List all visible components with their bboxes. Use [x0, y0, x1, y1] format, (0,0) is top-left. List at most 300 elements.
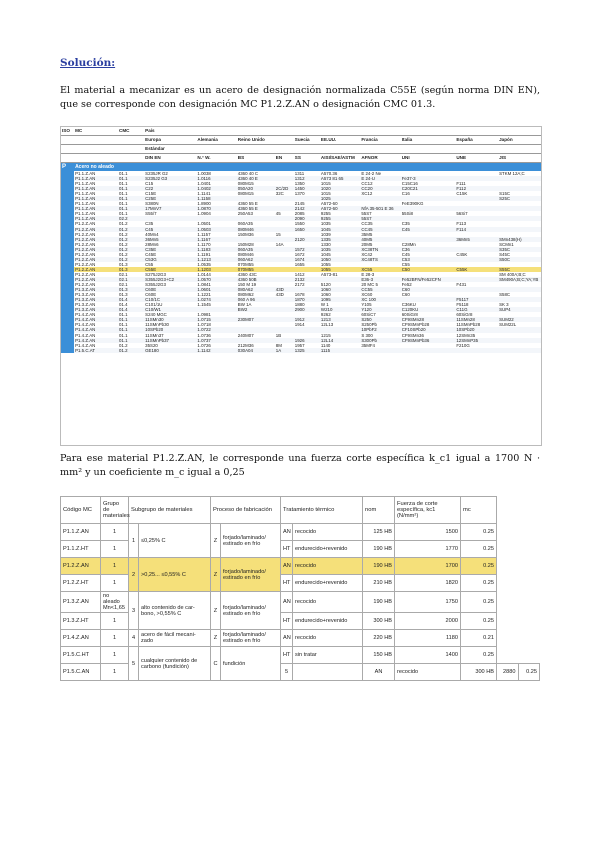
table-cell: 1020: [320, 186, 360, 191]
table-cell: 1035: [320, 221, 331, 227]
table-cell: C36: [401, 247, 456, 252]
table-cell: 2145: [294, 201, 305, 207]
cell-pf: forjado/laminado/ estirado en frío: [221, 558, 281, 592]
paragraph-result: Para ese material P1.2.Z.AN, le corresponde una fuerza corte específica k_c1 igual a 1700 N · mm² y un coeficiente m_c igual a 0,25: [60, 453, 540, 478]
table-cell: 1060: [320, 287, 360, 292]
table-cell: 1015: [320, 181, 331, 187]
table-cell: C60E: [144, 287, 196, 292]
cell-nom: 190 HB: [363, 558, 395, 575]
table-cell: P1.2.Z.AN: [74, 257, 118, 262]
table-cell: Y105: [361, 302, 372, 308]
col-en: EN: [275, 154, 294, 163]
table-cell: 1.8900: [197, 201, 211, 207]
table-cell: SK 3: [499, 302, 509, 308]
table-cell: 11SMnPb37: [144, 338, 196, 343]
table-cell: XC12: [361, 191, 373, 197]
table-cell: 1.1191: [197, 251, 211, 257]
table-cell: 1572: [294, 247, 320, 252]
cell-sg_num: 3: [129, 592, 139, 630]
table-cell: 45: [275, 211, 281, 217]
table-row: [61, 647, 540, 664]
table-cell: C53: [401, 257, 456, 262]
table-cell: 01.1: [119, 201, 128, 207]
table-cell: 11SMnPb30: [145, 322, 169, 328]
table-cell: 1870: [294, 297, 320, 302]
cell-nom: 125 HB: [363, 524, 395, 541]
table-cell: 01.4: [119, 302, 128, 308]
table-cell: 12SMn35: [456, 332, 476, 338]
table-cell: 150 M 19: [237, 282, 257, 288]
table-cell: 1.0274: [196, 297, 236, 302]
cell-code: P1.1.Z.AN: [61, 524, 101, 541]
cell-mc: 0.25: [461, 524, 497, 541]
table-cell: 9255: [320, 216, 360, 221]
table-cell: 12SMnP35: [455, 338, 498, 343]
table-cell: C22: [144, 186, 196, 191]
table-cell: 1B: [275, 332, 282, 338]
table-cell: CC55: [360, 287, 400, 292]
table-cell: P1.1.Z.AN: [74, 196, 118, 201]
cell-mc: 0.25: [461, 592, 497, 613]
cell-group-label: no aleado Mn<1,65: [101, 592, 129, 613]
table-cell: P1.1.Z.AN: [75, 191, 96, 197]
table-cell: 01.1: [118, 317, 144, 322]
col-bs: BS: [237, 154, 275, 163]
cell-tt: recocido: [293, 558, 363, 575]
col-afnor: AFNOR: [360, 154, 400, 163]
cell-tt: endurecido+revenido: [293, 613, 363, 630]
table-cell: CC20: [360, 186, 400, 191]
col-mc: MC: [74, 127, 118, 136]
col-uni: UNI: [401, 154, 456, 163]
table-cell: S250Pb: [361, 322, 377, 328]
table-cell: 1215: [320, 332, 331, 338]
table-cell: 1.0726: [197, 342, 211, 348]
cell-tt_code: HT: [281, 541, 293, 558]
table-cell: S300Pb: [360, 338, 400, 343]
col-tratamiento: Tratamiento térmico: [281, 497, 363, 524]
iso-letter: P: [61, 163, 74, 172]
table-cell: 1115: [320, 348, 360, 353]
table-cell: 1050: [320, 257, 360, 262]
table-cell: CF9SMn28: [401, 317, 456, 322]
table-cell: GE180: [144, 348, 196, 353]
table-cell: C10/W1: [144, 307, 196, 312]
table-cell: 01.2: [118, 247, 144, 252]
table-cell: P1.5.C.AT: [74, 348, 118, 353]
table-cell: S55/7: [145, 211, 157, 217]
col-nom: nom: [363, 497, 395, 524]
table-cell: 060 A 96: [237, 297, 275, 302]
table-cell: 35MF4: [361, 342, 375, 348]
table-cell: C15C16: [401, 181, 418, 187]
table-cell: 01.2: [118, 227, 144, 232]
table-cell: A573 81 65: [320, 176, 360, 181]
table-cell: XC60: [361, 292, 373, 298]
table-cell: 55Si8: [401, 211, 413, 217]
cell-sg: alto contenido de car- bono, >0,55% C: [139, 592, 211, 630]
table-cell: F113: [456, 221, 467, 227]
table-cell: 4360 40 E: [237, 176, 275, 181]
table-cell: 1.0144: [197, 271, 211, 277]
cell-nom: 190 HB: [363, 541, 395, 558]
col-espana: España: [455, 136, 498, 145]
table-cell: 060A62: [237, 257, 275, 262]
table-cell: 1213: [320, 317, 360, 322]
table-cell: 32C: [275, 191, 284, 197]
cell-pf: fundición: [221, 647, 281, 681]
cell-tt: sin tratar: [293, 647, 363, 664]
table-cell: 01.2: [119, 231, 128, 237]
table-cell: 01.3: [118, 267, 144, 272]
cell-pf_code: Z: [211, 558, 221, 592]
table-cell: C35E: [144, 247, 196, 252]
cell-tt: endurecido+revenido: [293, 541, 363, 558]
cell-sg_num: 5: [281, 664, 293, 681]
table-cell: S15C: [499, 191, 511, 197]
cell-nom: 300 HB: [363, 613, 395, 630]
col-nw: N.° W.: [196, 154, 236, 163]
cell-g: 1: [101, 647, 129, 664]
col-iso: ISO: [61, 127, 74, 136]
table-cell: P1.2.Z.AN: [75, 241, 96, 247]
table-cell: 080M46: [237, 251, 254, 257]
table-cell: 1350: [294, 181, 305, 187]
cell-sg: [293, 664, 363, 681]
table-cell: S240 MGC: [145, 312, 167, 318]
table-cell: 1.1142: [196, 348, 236, 353]
table-cell: F431: [456, 282, 467, 288]
table-cell: 4360 50B: [237, 277, 275, 282]
table-cell: 070M55: [237, 267, 275, 272]
table-cell: 4360 55 E: [237, 201, 258, 207]
table-cell: 250A53: [237, 211, 253, 217]
col-estandar: Estándar: [144, 145, 541, 154]
col-cmc: CMC: [118, 127, 144, 136]
table-row: [61, 558, 540, 575]
table-row: [61, 348, 541, 353]
cell-tt_code: HT: [281, 647, 293, 664]
table-cell: C120KU: [401, 307, 456, 312]
table-cell: 1312: [294, 176, 320, 181]
table-cell: P1.1.Z.AN: [75, 181, 96, 187]
table-cell: 01.2: [118, 237, 144, 242]
cell-sg_num: 5: [129, 647, 139, 681]
table-cell: C50: [401, 267, 456, 272]
cell-code: P1.1.Z.HT: [61, 541, 101, 558]
table-cell: 40M5: [360, 237, 400, 242]
table-cell: 01.4: [118, 307, 144, 312]
cell-code: P1.5.C.AN: [61, 664, 101, 681]
table-cell: SUP4: [498, 307, 541, 312]
table-cell: C45: [401, 227, 456, 232]
table-cell: 01.1: [119, 312, 128, 318]
col-kc1: Fuerza de corte específica, kc1 (N/mm²): [395, 497, 461, 524]
table-cell: P1.1.Z.AN: [74, 176, 118, 181]
table-cell: 35M5: [361, 231, 373, 237]
table-cell: 01.2: [119, 221, 128, 227]
table-cell: Fe52: [401, 282, 412, 288]
table-cell: P1.4.Z.AN: [75, 332, 96, 338]
col-proceso: Proceso de fabricación: [211, 497, 281, 524]
table-cell: 1039: [320, 231, 331, 237]
cell-g: 1: [101, 558, 129, 575]
table-cell: XC48TS: [360, 257, 400, 262]
table-cell: P1.2.Z.AN: [75, 251, 96, 257]
designation-table: [60, 126, 542, 446]
table-cell: C28Mn: [401, 241, 416, 247]
table-cell: 11SMn30: [144, 317, 196, 322]
table-cell: C60: [401, 287, 456, 292]
table-cell: P1.3.Z.AN: [74, 307, 118, 312]
table-cell: SMn438(H): [498, 237, 541, 242]
table-cell: 43D: [275, 292, 284, 298]
table-cell: 40Mn4: [145, 231, 159, 237]
table-cell: C55: [145, 261, 154, 267]
table-cell: 240M07: [237, 332, 254, 338]
table-cell: P1.2.Z.AN: [74, 227, 118, 232]
table-cell: 1674: [294, 257, 320, 262]
cell-nom: 190 HB: [363, 592, 395, 613]
cell-nom: 210 HB: [363, 575, 395, 592]
col-grupo: Grupo de materiales: [101, 497, 129, 524]
table-cell: 11SMnPb28: [456, 322, 481, 328]
table-cell: 1450: [294, 186, 320, 191]
table-cell: 60SiGr8: [456, 312, 473, 318]
table-cell: 8M: [275, 342, 282, 348]
table-cell: C53G: [144, 257, 196, 262]
table-cell: C35: [401, 221, 410, 227]
cell-tt_code: AN: [281, 558, 293, 575]
table-cell: 35S20: [145, 342, 158, 348]
table-cell: XC 100: [360, 297, 400, 302]
table-cell: 1.0981: [197, 312, 211, 318]
table-cell: W210: [320, 307, 360, 312]
cell-tt_code: HT: [281, 613, 293, 630]
table-cell: S35C: [498, 247, 541, 252]
table-cell: C15: [145, 181, 154, 187]
table-cell: P1.2.Z.AN: [74, 237, 118, 242]
cell-kc: 1180: [395, 630, 461, 647]
table-cell: 1015: [320, 191, 331, 197]
cell-sg_num: 1: [129, 524, 139, 558]
table-cell: P1.1.Z.AN: [75, 211, 96, 217]
table-cell: 1A: [275, 348, 294, 353]
cell-nom: 300 HB: [461, 664, 497, 681]
cell-g: 1: [101, 575, 129, 592]
table-cell: [360, 348, 400, 353]
table-cell: C36KU: [401, 302, 416, 308]
cell-mc: 0.25: [518, 664, 540, 681]
table-cell: S250: [360, 317, 400, 322]
cutting-force-table-grid: [60, 496, 540, 681]
table-cell: 1055: [320, 261, 331, 267]
table-cell: 1678: [294, 292, 305, 298]
table-cell: 1.0715: [196, 317, 236, 322]
table-cell: 1412: [294, 271, 305, 277]
table-cell: 01.2: [118, 348, 144, 353]
cell-kc: 1700: [395, 558, 461, 575]
table-cell: C55: [401, 261, 410, 267]
section-label: Acero no aleado: [74, 163, 541, 172]
table-cell: P1.1.Z.AN: [74, 186, 118, 191]
cell-mc: 0.25: [461, 613, 497, 630]
cell-tt_code: AN: [363, 664, 395, 681]
table-cell: C20C21: [401, 186, 456, 191]
table-cell: C45: [144, 227, 196, 232]
table-cell: 050A20: [237, 186, 275, 191]
table-cell: 1370: [294, 191, 305, 197]
table-cell: F5117: [455, 297, 498, 302]
table-cell: 2C/2D: [275, 186, 294, 191]
cell-sg: >0,25... ≤0,55% C: [139, 558, 211, 592]
table-cell: 1.1221: [197, 292, 211, 298]
cell-mc: 0.25: [461, 558, 497, 575]
table-cell: 1880: [294, 302, 305, 308]
table-cell: 2142: [294, 206, 320, 211]
cell-pf_code: Z: [211, 592, 221, 630]
table-cell: 01.1: [118, 327, 144, 332]
table-cell: NfA 35-501 E 36: [360, 206, 400, 211]
cell-tt: endurecido+revenido: [293, 575, 363, 592]
table-cell: SM 400A;B;C: [499, 271, 526, 277]
table-cell: 1550: [294, 221, 305, 227]
table-cell: 1672: [294, 251, 305, 257]
table-cell: 1.1141: [197, 191, 211, 197]
table-cell: S235J2 G3: [144, 176, 196, 181]
table-cell: [498, 348, 541, 353]
table-cell: CF9SMn36: [401, 332, 424, 338]
table-cell: S355J2G3: [145, 282, 166, 288]
table-cell: A573-81: [320, 271, 338, 277]
table-cell: 01.2: [119, 251, 128, 257]
table-cell: 60SiC7: [361, 312, 376, 318]
table-cell: 01.1: [119, 171, 128, 176]
table-cell: C10/1C: [144, 297, 196, 302]
cell-code: P1.5.C.HT: [61, 647, 101, 664]
table-cell: 1025: [320, 196, 360, 201]
table-cell: 1055: [320, 267, 360, 272]
table-cell: 01.1: [119, 181, 128, 187]
table-cell: 230M07: [237, 317, 275, 322]
cell-g: 1: [101, 630, 129, 647]
table-cell: 030A04: [237, 348, 275, 353]
table-cell: 1.0570: [196, 277, 236, 282]
cell-g: 1: [101, 541, 129, 558]
table-cell: 56Si7: [456, 211, 468, 217]
table-cell: C16: [401, 191, 410, 197]
table-cell: S355J2G3+C2: [144, 277, 196, 282]
table-cell: P1.1.Z.AN: [75, 201, 96, 207]
table-cell: SUM22L: [499, 322, 517, 328]
table-cell: 1.1170: [197, 241, 211, 247]
table-cell: CC35: [361, 221, 373, 227]
table-cell: 55S7: [361, 211, 372, 217]
cutting-force-table: [60, 496, 540, 681]
table-cell: 080M62: [237, 292, 254, 298]
table-cell: 01.1: [118, 196, 144, 201]
table-cell: 2085: [294, 211, 305, 217]
table-cell: C15K: [456, 191, 468, 197]
cell-kc: 2880: [497, 664, 519, 681]
table-cell: 01.1: [118, 206, 144, 211]
section-title: Solución:: [60, 57, 116, 69]
table-cell: 5120: [320, 282, 331, 288]
table-cell: 1.0737: [196, 338, 236, 343]
col-ss: SS: [294, 154, 320, 163]
table-cell: 1957: [294, 342, 305, 348]
col-suecia: Suecia: [294, 136, 320, 145]
table-cell: S25C: [498, 196, 541, 201]
table-cell: 02.1: [118, 277, 144, 282]
table-cell: CC12: [361, 181, 373, 187]
table-cell: 12L14: [320, 338, 360, 343]
table-cell: 17MnV7: [144, 206, 196, 211]
table-cell: P1.4.Z.AN: [74, 338, 118, 343]
table-cell: 01.1: [118, 176, 144, 181]
table-cell: 150M28: [237, 241, 254, 247]
col-francia: Francia: [360, 136, 400, 145]
table-cell: BW 1A: [237, 302, 252, 308]
table-cell: S45C: [499, 251, 511, 257]
cell-tt_code: AN: [281, 592, 293, 613]
table-cell: 1.0038: [197, 171, 211, 176]
table-cell: 1.0503: [196, 227, 236, 232]
paragraph-intro: El material a mecanizar es un acero de designación normalizada C55E (según norma DIN EN), que se corresponde con designación MC P1.2.Z.AN o designación CMC 01.3.: [60, 85, 540, 110]
table-cell: F210G: [456, 342, 470, 348]
table-cell: 01.3: [119, 261, 128, 267]
table-cell: P1.2.Z.AN: [75, 231, 96, 237]
table-cell: 2900: [294, 307, 320, 312]
cell-tt_code: HT: [281, 575, 293, 592]
table-cell: 070M55: [237, 261, 254, 267]
cell-tt_code: AN: [281, 630, 293, 647]
col-europa: Europa: [144, 136, 196, 145]
table-cell: FeE390KG: [401, 201, 424, 207]
table-cell: 2090: [294, 216, 320, 221]
table-cell: S 300: [361, 332, 373, 338]
table-cell: 1330: [320, 241, 331, 247]
table-cell: 1.0841: [197, 282, 211, 288]
col-italia: Italia: [401, 136, 456, 145]
table-cell: A572-60: [320, 201, 338, 207]
col-subgrupo: Subgrupo de materiales: [129, 497, 211, 524]
table-cell: S50C: [498, 257, 541, 262]
table-cell: P1.3.Z.AN: [74, 287, 118, 292]
table-cell: E36-3: [360, 277, 400, 282]
table-cell: P1.1.Z.AN: [74, 206, 118, 211]
table-cell: 1.0535: [197, 261, 211, 267]
table-cell: S58C: [499, 292, 511, 298]
table-cell: 1311: [294, 171, 305, 176]
table-cell: 060A35: [237, 247, 275, 252]
table-cell: CF9SMnPb36: [401, 338, 456, 343]
table-cell: 1.0601: [196, 287, 236, 292]
col-eeuu: EE.UU.: [320, 136, 360, 145]
table-cell: 4360 43C: [237, 271, 257, 277]
table-cell: 11SMn28: [455, 317, 498, 322]
table-cell: XC38TN: [360, 247, 400, 252]
table-cell: 12L13: [320, 322, 334, 328]
table-cell: S235JR G2: [145, 171, 168, 176]
table-cell: F111: [456, 181, 466, 187]
table-cell: 15: [275, 231, 281, 237]
table-cell: 01.1: [118, 186, 144, 191]
cell-kc: 1500: [395, 524, 461, 541]
table-cell: 1.0501: [197, 221, 211, 227]
table-cell: C45K: [456, 251, 468, 257]
table-cell: 01.3: [119, 292, 128, 298]
